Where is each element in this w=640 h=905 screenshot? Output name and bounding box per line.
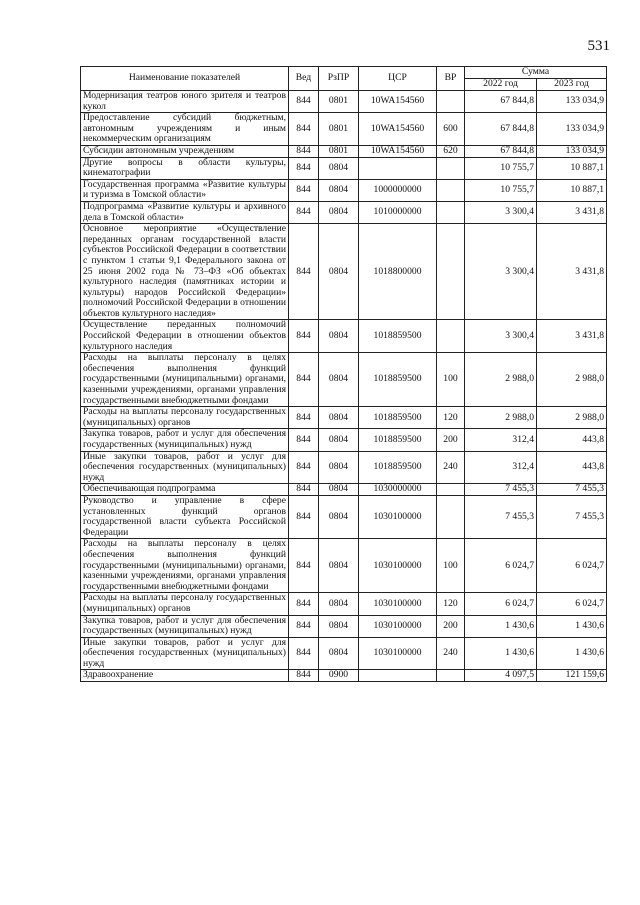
cell-csr: 1030000000 — [359, 484, 437, 496]
cell-s2022: 312,4 — [465, 451, 537, 484]
cell-csr: 1000000000 — [359, 179, 437, 201]
cell-vr — [437, 495, 465, 538]
cell-name: Руководство и управление в сфере установленных функций органов государственной власти субъекта Российской Федерации — [81, 495, 289, 538]
cell-csr: 10WA154560 — [359, 91, 437, 113]
cell-s2023: 1 430,6 — [537, 637, 607, 670]
table-row — [81, 157, 607, 179]
header-name: Наименование показателей — [81, 67, 289, 91]
cell-csr: 1010000000 — [359, 201, 437, 223]
table-header — [81, 67, 607, 91]
cell-s2023: 2 988,0 — [537, 353, 607, 407]
cell-vr — [437, 224, 465, 320]
cell-vr: 620 — [437, 145, 465, 157]
cell-s2022: 4 097,5 — [465, 670, 537, 682]
cell-ved: 844 — [289, 637, 319, 670]
cell-vr: 100 — [437, 539, 465, 593]
cell-ved: 844 — [289, 113, 319, 146]
cell-ved: 844 — [289, 670, 319, 682]
cell-s2023: 6 024,7 — [537, 539, 607, 593]
cell-vr — [437, 484, 465, 496]
cell-vr — [437, 91, 465, 113]
cell-vr — [437, 320, 465, 353]
cell-csr: 1030100000 — [359, 593, 437, 615]
cell-rzpr: 0804 — [319, 179, 359, 201]
cell-csr: 1030100000 — [359, 539, 437, 593]
cell-vr — [437, 670, 465, 682]
cell-ved: 844 — [289, 145, 319, 157]
cell-csr: 1030100000 — [359, 637, 437, 670]
table-row — [81, 201, 607, 223]
cell-name: Основное мероприятие «Осуществление переданных органам государственной власти субъектов Российской Федерации в соответствии с пунктом 1 статьи 9,1 Федерального закона от 25 июня 2002 года № 73–ФЗ «Об объектах культурного наследия (памятниках истории и культуры) народов Российской Федерации» полномочий Российской Федерации в отношении объектов культурного наследия» — [81, 224, 289, 320]
cell-csr: 1018859500 — [359, 353, 437, 407]
table-row — [81, 91, 607, 113]
table-row — [81, 484, 607, 496]
cell-s2022: 2 988,0 — [465, 353, 537, 407]
cell-name: Расходы на выплаты персоналу в целях обеспечения выполнения функций государственными (муниципальными) органами, казенными учреждениями, органами управления государственными внебюджетными фондами — [81, 539, 289, 593]
cell-vr — [437, 179, 465, 201]
cell-name: Расходы на выплаты персоналу в целях обеспечения выполнения функций государственными (муниципальными) органами, казенными учреждениями, органами управления государственными внебюджетными фондами — [81, 353, 289, 407]
header-sum: Сумма — [465, 67, 607, 79]
cell-s2022: 67 844,8 — [465, 145, 537, 157]
cell-csr: 1018859500 — [359, 320, 437, 353]
cell-s2023: 3 431,8 — [537, 201, 607, 223]
cell-rzpr: 0804 — [319, 451, 359, 484]
cell-ved: 844 — [289, 353, 319, 407]
cell-rzpr: 0804 — [319, 637, 359, 670]
cell-rzpr: 0900 — [319, 670, 359, 682]
cell-s2022: 3 300,4 — [465, 320, 537, 353]
cell-csr: 1018859500 — [359, 451, 437, 484]
cell-ved: 844 — [289, 451, 319, 484]
cell-s2023: 7 455,3 — [537, 495, 607, 538]
table-row — [81, 113, 607, 146]
cell-vr: 120 — [437, 593, 465, 615]
cell-s2023: 10 887,1 — [537, 179, 607, 201]
cell-ved: 844 — [289, 615, 319, 637]
cell-s2022: 3 300,4 — [465, 224, 537, 320]
page-number: 531 — [587, 38, 610, 54]
table-row — [81, 145, 607, 157]
cell-s2022: 7 455,3 — [465, 484, 537, 496]
cell-ved: 844 — [289, 593, 319, 615]
table-row — [81, 495, 607, 538]
cell-name: Иные закупки товаров, работ и услуг для обеспечения государственных (муниципальных) нужд — [81, 451, 289, 484]
table-row — [81, 224, 607, 320]
cell-s2022: 67 844,8 — [465, 113, 537, 146]
header-ved: Вед — [289, 67, 319, 91]
cell-name: Предоставление субсидий бюджетным, автономным учреждениям и иным некоммерческим организациям — [81, 113, 289, 146]
header-csr: ЦСР — [359, 67, 437, 91]
cell-name: Здравоохранение — [81, 670, 289, 682]
cell-s2022: 10 755,7 — [465, 179, 537, 201]
cell-csr — [359, 157, 437, 179]
cell-name: Расходы на выплаты персоналу государственных (муниципальных) органов — [81, 593, 289, 615]
cell-rzpr: 0804 — [319, 593, 359, 615]
cell-csr: 1018800000 — [359, 224, 437, 320]
cell-name: Субсидии автономным учреждениям — [81, 145, 289, 157]
cell-s2022: 6 024,7 — [465, 539, 537, 593]
cell-s2023: 7 455,3 — [537, 484, 607, 496]
cell-s2023: 1 430,6 — [537, 615, 607, 637]
table-row — [81, 353, 607, 407]
cell-ved: 844 — [289, 429, 319, 451]
cell-vr: 100 — [437, 353, 465, 407]
table-row — [81, 451, 607, 484]
cell-s2022: 7 455,3 — [465, 495, 537, 538]
cell-ved: 844 — [289, 495, 319, 538]
cell-s2022: 10 755,7 — [465, 157, 537, 179]
cell-name: Иные закупки товаров, работ и услуг для обеспечения государственных (муниципальных) нужд — [81, 637, 289, 670]
cell-rzpr: 0804 — [319, 353, 359, 407]
table-row — [81, 320, 607, 353]
cell-csr: 10WA154560 — [359, 145, 437, 157]
cell-ved: 844 — [289, 224, 319, 320]
cell-vr — [437, 201, 465, 223]
header-2023: 2023 год — [537, 79, 607, 91]
cell-csr: 1018859500 — [359, 407, 437, 429]
cell-s2023: 133 034,9 — [537, 91, 607, 113]
cell-s2022: 2 988,0 — [465, 407, 537, 429]
cell-vr: 200 — [437, 429, 465, 451]
cell-rzpr: 0804 — [319, 224, 359, 320]
budget-table — [80, 66, 607, 682]
cell-rzpr: 0804 — [319, 484, 359, 496]
cell-rzpr: 0804 — [319, 320, 359, 353]
cell-rzpr: 0804 — [319, 407, 359, 429]
table-row — [81, 539, 607, 593]
cell-ved: 844 — [289, 201, 319, 223]
cell-rzpr: 0804 — [319, 539, 359, 593]
table-body — [81, 91, 607, 682]
cell-rzpr: 0801 — [319, 145, 359, 157]
cell-vr: 120 — [437, 407, 465, 429]
cell-ved: 844 — [289, 539, 319, 593]
table-row — [81, 407, 607, 429]
cell-s2022: 312,4 — [465, 429, 537, 451]
cell-s2023: 6 024,7 — [537, 593, 607, 615]
cell-vr: 240 — [437, 451, 465, 484]
header-2022: 2022 год — [465, 79, 537, 91]
table-row — [81, 593, 607, 615]
cell-name: Подпрограмма «Развитие культуры и архивного дела в Томской области» — [81, 201, 289, 223]
cell-s2023: 3 431,8 — [537, 224, 607, 320]
cell-s2022: 67 844,8 — [465, 91, 537, 113]
cell-csr: 1018859500 — [359, 429, 437, 451]
cell-csr — [359, 670, 437, 682]
cell-csr: 1030100000 — [359, 615, 437, 637]
cell-ved: 844 — [289, 407, 319, 429]
table-row — [81, 637, 607, 670]
cell-s2022: 6 024,7 — [465, 593, 537, 615]
cell-rzpr: 0801 — [319, 91, 359, 113]
cell-name: Расходы на выплаты персоналу государственных (муниципальных) органов — [81, 407, 289, 429]
table-row — [81, 429, 607, 451]
cell-rzpr: 0804 — [319, 429, 359, 451]
table-row — [81, 615, 607, 637]
cell-ved: 844 — [289, 320, 319, 353]
cell-vr: 600 — [437, 113, 465, 146]
cell-s2023: 133 034,9 — [537, 113, 607, 146]
cell-name: Закупка товаров, работ и услуг для обеспечения государственных (муниципальных) нужд — [81, 615, 289, 637]
cell-rzpr: 0801 — [319, 113, 359, 146]
cell-s2023: 121 159,6 — [537, 670, 607, 682]
cell-rzpr: 0804 — [319, 495, 359, 538]
cell-name: Обеспечивающая подпрограмма — [81, 484, 289, 496]
cell-s2023: 443,8 — [537, 429, 607, 451]
header-rzpr: РзПР — [319, 67, 359, 91]
cell-rzpr: 0804 — [319, 615, 359, 637]
cell-rzpr: 0804 — [319, 157, 359, 179]
cell-s2023: 10 887,1 — [537, 157, 607, 179]
cell-vr: 240 — [437, 637, 465, 670]
cell-name: Государственная программа «Развитие культуры и туризма в Томской области» — [81, 179, 289, 201]
cell-ved: 844 — [289, 91, 319, 113]
table-row — [81, 179, 607, 201]
cell-name: Закупка товаров, работ и услуг для обеспечения государственных (муниципальных) нужд — [81, 429, 289, 451]
cell-vr: 200 — [437, 615, 465, 637]
cell-s2022: 1 430,6 — [465, 637, 537, 670]
cell-s2023: 443,8 — [537, 451, 607, 484]
cell-csr: 10WA154560 — [359, 113, 437, 146]
cell-vr — [437, 157, 465, 179]
cell-ved: 844 — [289, 179, 319, 201]
cell-s2022: 3 300,4 — [465, 201, 537, 223]
cell-name: Осуществление переданных полномочий Российской Федерации в отношении объектов культурного наследия — [81, 320, 289, 353]
cell-s2023: 3 431,8 — [537, 320, 607, 353]
cell-name: Другие вопросы в области культуры, кинематографии — [81, 157, 289, 179]
header-vr: ВР — [437, 67, 465, 91]
table-row — [81, 670, 607, 682]
cell-s2023: 133 034,9 — [537, 145, 607, 157]
cell-ved: 844 — [289, 484, 319, 496]
cell-s2022: 1 430,6 — [465, 615, 537, 637]
cell-ved: 844 — [289, 157, 319, 179]
cell-rzpr: 0804 — [319, 201, 359, 223]
cell-s2023: 2 988,0 — [537, 407, 607, 429]
cell-name: Модернизация театров юного зрителя и театров кукол — [81, 91, 289, 113]
cell-csr: 1030100000 — [359, 495, 437, 538]
